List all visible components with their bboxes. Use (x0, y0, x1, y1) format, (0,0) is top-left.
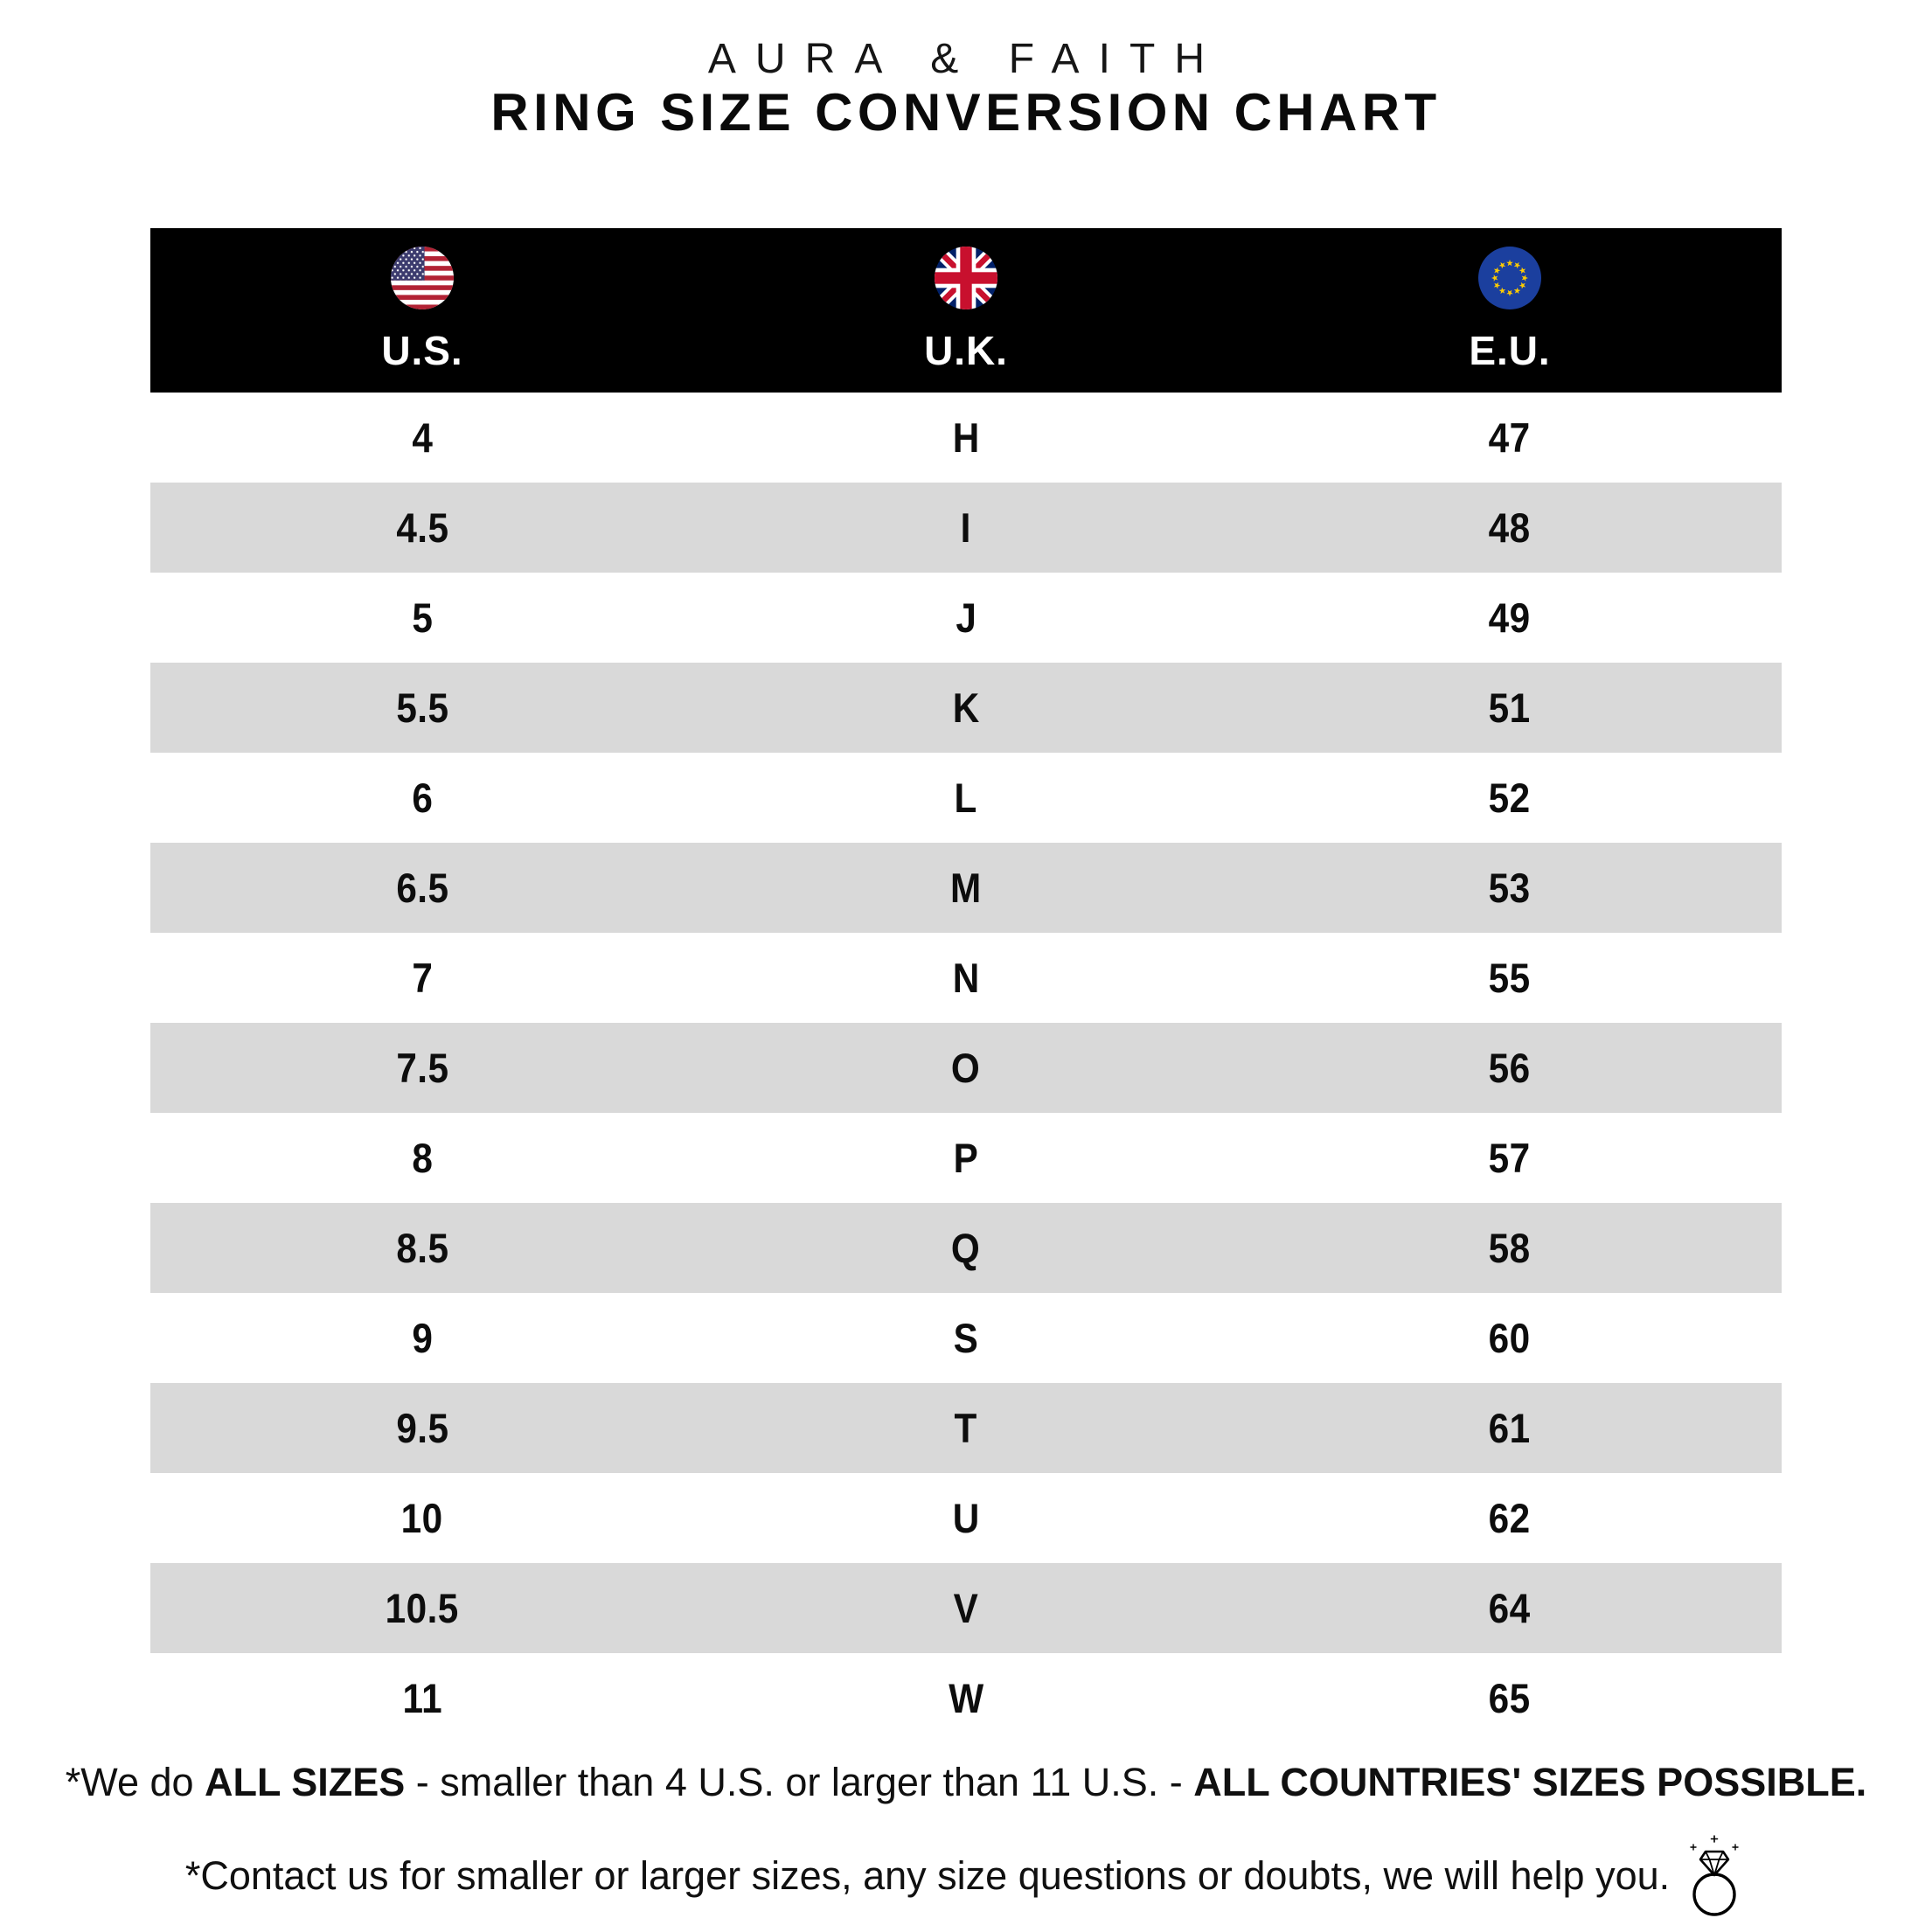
eu-size-cell: 51 (1489, 685, 1531, 731)
eu-size-cell: 58 (1489, 1225, 1531, 1271)
us-size-cell: 10.5 (385, 1585, 460, 1631)
us-size-cell: 8.5 (395, 1225, 449, 1271)
header-label-eu: E.U. (1469, 328, 1551, 373)
table-row (150, 1473, 1782, 1563)
table-row (150, 663, 1782, 753)
uk-size-cell: N (952, 955, 980, 1001)
eu-size-cell: 48 (1489, 504, 1531, 551)
header-cell-us (150, 228, 694, 393)
uk-size-cell: I (960, 504, 972, 551)
uk-size-cell: U (952, 1495, 980, 1541)
table-row (150, 393, 1782, 483)
header-cell-eu (1238, 228, 1782, 393)
us-size-cell: 7.5 (395, 1045, 449, 1091)
eu-size-cell: 61 (1489, 1405, 1531, 1451)
footnote1-bold-countries: ALL COUNTRIES' SIZES POSSIBLE. (1193, 1760, 1867, 1804)
table-row (150, 933, 1782, 1023)
page-title: RING SIZE CONVERSION CHART (490, 83, 1442, 142)
us-size-cell: 5 (412, 594, 433, 641)
us-size-cell: 8 (412, 1135, 433, 1181)
brand-title: AURA & FAITH (707, 36, 1225, 82)
us-size-cell: 7 (412, 955, 433, 1001)
uk-size-cell: K (952, 685, 980, 731)
table-row (150, 1203, 1782, 1293)
eu-size-cell: 55 (1489, 955, 1531, 1001)
uk-size-cell: O (951, 1045, 981, 1091)
table-row (150, 1563, 1782, 1653)
uk-flag-icon (935, 247, 997, 309)
uk-size-cell: J (956, 594, 976, 641)
table-header (150, 228, 1782, 393)
table-body (150, 393, 1782, 1743)
uk-size-cell: H (952, 414, 980, 461)
us-size-cell: 6.5 (395, 865, 449, 911)
uk-size-cell: V (953, 1585, 979, 1631)
table-row (150, 483, 1782, 573)
us-size-cell: 4.5 (395, 504, 449, 551)
us-size-cell: 5.5 (395, 685, 449, 731)
uk-size-cell: M (950, 865, 982, 911)
uk-size-cell: S (953, 1315, 979, 1361)
table-row (150, 1383, 1782, 1473)
footnote-all-sizes (0, 1752, 1932, 1813)
table-row (150, 1293, 1782, 1383)
eu-size-cell: 52 (1489, 775, 1531, 821)
table-row (150, 1653, 1782, 1743)
uk-size-cell: T (954, 1405, 978, 1451)
us-flag-icon (391, 247, 454, 309)
eu-size-cell: 53 (1489, 865, 1531, 911)
us-size-cell: 11 (402, 1675, 442, 1721)
footnote2-text: *Contact us for smaller or larger sizes, any size questions or doubts, we will help you. (184, 1853, 1671, 1898)
us-size-cell: 9.5 (395, 1405, 449, 1451)
eu-size-cell: 47 (1489, 414, 1531, 461)
eu-size-cell: 65 (1489, 1675, 1531, 1721)
table-row (150, 1113, 1782, 1203)
table-row (150, 753, 1782, 843)
eu-size-cell: 62 (1489, 1495, 1531, 1541)
footnote-contact (0, 1834, 1932, 1918)
table-row (150, 843, 1782, 933)
eu-size-cell: 60 (1489, 1315, 1531, 1361)
uk-size-cell: L (954, 775, 978, 821)
eu-size-cell: 57 (1489, 1135, 1531, 1181)
uk-size-cell: W (948, 1675, 984, 1721)
us-size-cell: 4 (412, 414, 433, 461)
header-cell-uk (694, 228, 1238, 393)
size-conversion-table (150, 228, 1782, 1743)
us-size-cell: 6 (412, 775, 433, 821)
eu-size-cell: 64 (1489, 1585, 1531, 1631)
diamond-ring-icon (1682, 1834, 1747, 1918)
eu-flag-icon (1478, 247, 1541, 309)
footnote1-prefix: *We do (65, 1760, 205, 1804)
table-row (150, 573, 1782, 663)
footnote1-bold-all-sizes: ALL SIZES (205, 1760, 406, 1804)
uk-size-cell: Q (951, 1225, 981, 1271)
table-row (150, 1023, 1782, 1113)
us-size-cell: 9 (412, 1315, 433, 1361)
eu-size-cell: 56 (1489, 1045, 1531, 1091)
footnote1-middle: - smaller than 4 U.S. or larger than 11 U.S. - (405, 1760, 1194, 1804)
uk-size-cell: P (953, 1135, 979, 1181)
header-label-uk: U.K. (924, 328, 1008, 373)
eu-size-cell: 49 (1489, 594, 1531, 641)
us-size-cell: 10 (401, 1495, 443, 1541)
header-label-us: U.S. (381, 328, 463, 373)
